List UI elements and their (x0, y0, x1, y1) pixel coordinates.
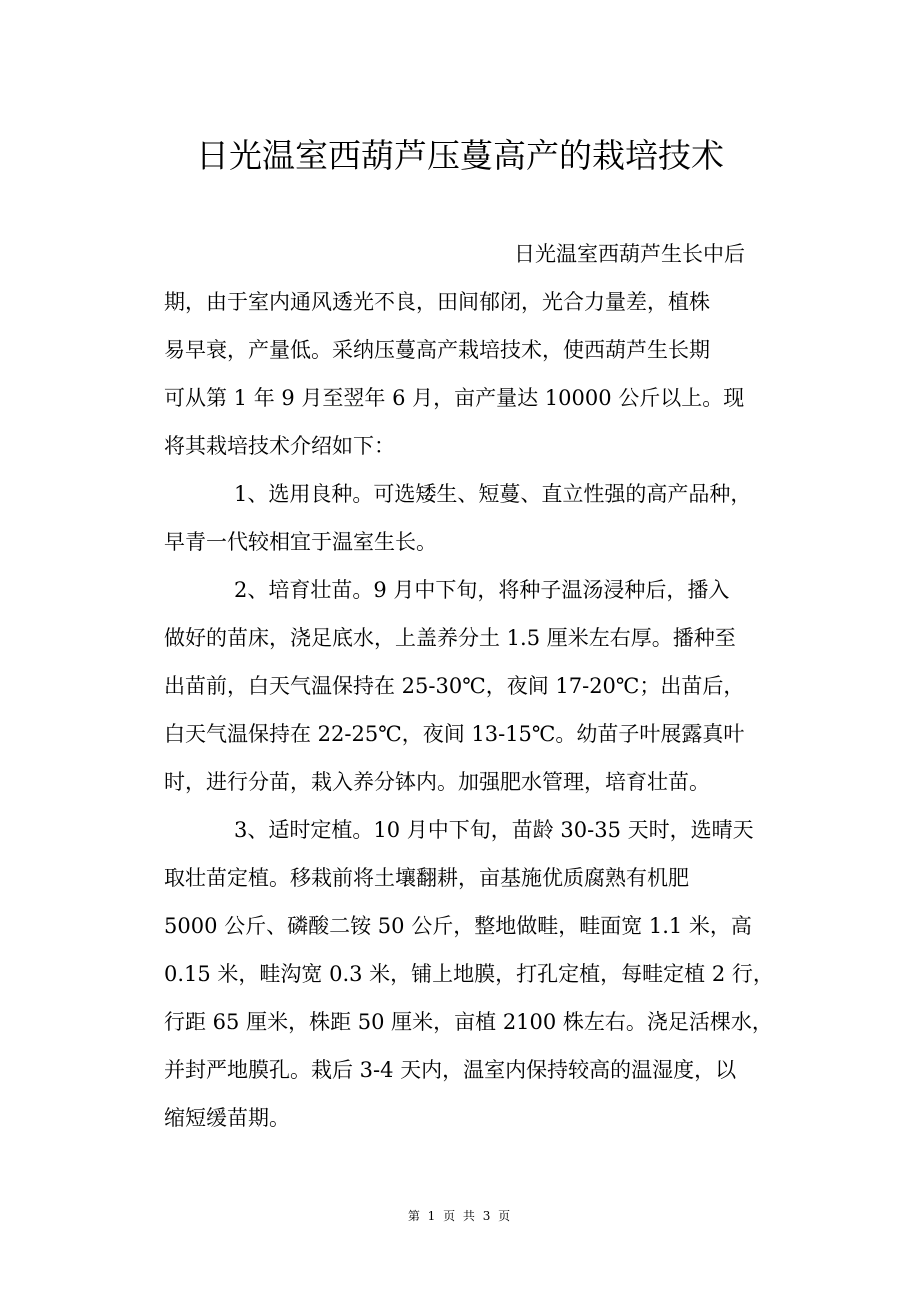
body-line: 做好的苗床，浇足底水，上盖养分土 1.5 厘米左右厚。播种至 (164, 626, 736, 650)
body-line: 早青一代较相宜于温室生长。 (164, 530, 437, 554)
body-line: 可从第 1 年 9 月至翌年 6 月，亩产量达 10000 公斤以上。现 (164, 386, 745, 410)
body-line: 1、选用良种。可选矮生、短蔓、直立性强的高产品种， (234, 482, 752, 506)
body-line: 5000 公斤、磷酸二铵 50 公斤，整地做畦，畦面宽 1.1 米，高 (164, 914, 752, 938)
body-line: 日光温室西葫芦生长中后 (514, 242, 745, 266)
body-line: 缩短缓苗期。 (164, 1106, 290, 1130)
body-line: 0.15 米，畦沟宽 0.3 米，铺上地膜，打孔定植，每畦定植 2 行， (164, 962, 774, 986)
body-line: 期，由于室内通风透光不良，田间郁闭，光合力量差，植株 (164, 290, 710, 314)
body-line: 将其栽培技术介绍如下： (164, 434, 395, 458)
body-line: 取壮苗定植。移栽前将土壤翻耕，亩基施优质腐熟有机肥 (164, 866, 689, 890)
document-title: 日光温室西葫芦压蔓高产的栽培技术 (196, 136, 724, 175)
body-line: 白天气温保持在 22-25℃，夜间 13-15℃。幼苗子叶展露真叶 (164, 722, 745, 746)
body-line: 易早衰，产量低。采纳压蔓高产栽培技术，使西葫芦生长期 (164, 338, 710, 362)
body-line: 2、培育壮苗。9 月中下旬，将种子温汤浸种后，播入 (234, 578, 730, 602)
body-line: 出苗前，白天气温保持在 25-30℃，夜间 17-20℃；出苗后， (164, 674, 745, 698)
body-line: 并封严地膜孔。栽后 3-4 天内，温室内保持较高的温湿度，以 (164, 1058, 737, 1082)
document-body (164, 230, 804, 1142)
body-line: 时，进行分苗，栽入养分钵内。加强肥水管理，培育壮苗。 (164, 770, 710, 794)
page-footer: 第 1 页 共 3 页 (407, 1209, 513, 1223)
body-line: 行距 65 厘米，株距 50 厘米，亩植 2100 株左右。浇足活棵水， (164, 1010, 773, 1034)
body-line: 3、适时定植。10 月中下旬，苗龄 30-35 天时，选晴天 (234, 818, 754, 842)
